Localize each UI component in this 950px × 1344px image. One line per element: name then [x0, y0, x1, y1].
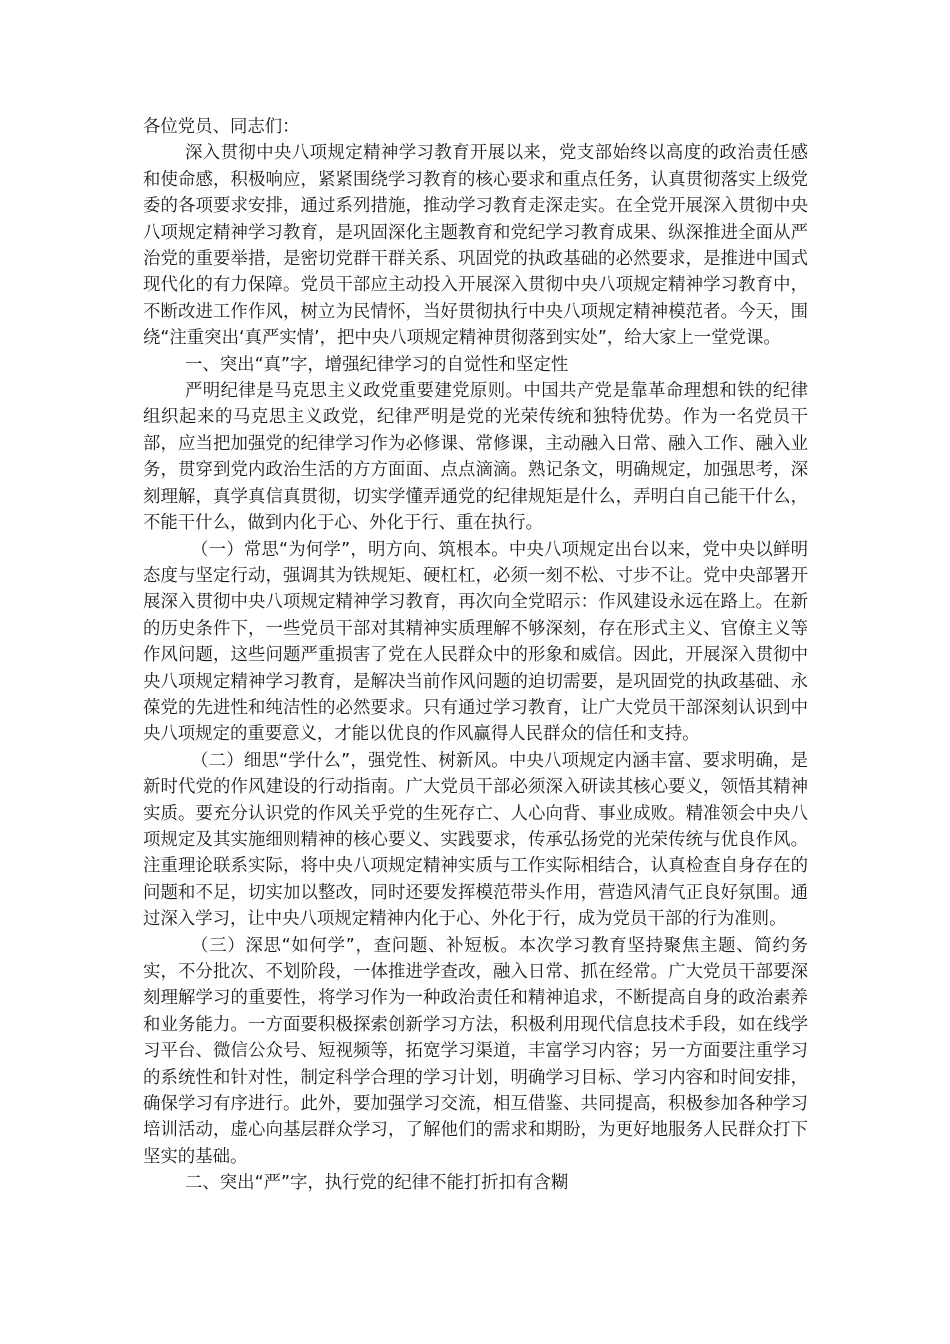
subsection-paragraph-1: （一）常思“为何学”，明方向、筑根本。中央八项规定出台以来，党中央以鲜明态度与坚定行动，强调其为铁规矩、硬杠杠，必须一刻不松、寸步不让。党中央部署开展深入贯彻中央八项规定精神学习教育，再次向全党昭示：作风建设永远在路上。在新的历史条件下，一些党员干部对其精神实质理解不够深刻，存在形式主义、官僚主义等作风问题，这些问题严重损害了党在人民群众中的形象和威信。因此，开展深入贯彻中央八项规定精神学习教育，是解决当前作风问题的迫切需要，是巩固党的执政基础、永葆党的先进性和纯洁性的必然要求。只有通过学习教育，让广大党员干部深刻认识到中央八项规定的重要意义，才能以优良的作风赢得人民群众的信任和支持。 [143, 539, 808, 745]
subsection-paragraph-2: （二）细思“学什么”，强党性、树新风。中央八项规定内涵丰富、要求明确，是新时代党的作风建设的行动指南。广大党员干部必须深入研读其核心要义，领悟其精神实质。要充分认识党的作风关乎党的生死存亡、人心向背、事业成败。精准领会中央八项规定及其实施细则精神的核心要义、实践要求，传承弘扬党的光荣传统与优良作风。注重理论联系实际，将中央八项规定精神实质与工作实际相结合，认真检查自身存在的问题和不足，切实加以整改，同时还要发挥模范带头作用，营造风清气正良好氛围。通过深入学习，让中央八项规定精神内化于心、外化于行，成为党员干部的行为准则。 [143, 750, 808, 930]
section-heading-1: 一、突出“真”字，增强纪律学习的自觉性和坚定性 [185, 354, 569, 375]
subsection-paragraph-3: （三）深思“如何学”，查问题、补短板。本次学习教育坚持聚焦主题、简约务实，不分批次、不划阶段，一体推进学查改，融入日常、抓在经常。广大党员干部要深刻理解学习的重要性，将学习作为一种政治责任和精神追求，不断提高自身的政治素养和业务能力。一方面要积极探索创新学习方法，积极利用现代信息技术手段，如在线学习平台、微信公众号、短视频等，拓宽学习渠道，丰富学习内容；另一方面要注重学习的系统性和针对性，制定科学合理的学习计划，明确学习目标、学习内容和时间安排，确保学习有序进行。此外，要加强学习交流，相互借鉴、共同提高，积极参加各种学习培训活动，虚心向基层群众学习，了解他们的需求和期盼，为更好地服务人民群众打下坚实的基础。 [143, 935, 808, 1167]
document-body [143, 114, 808, 1197]
intro-paragraph: 深入贯彻中央八项规定精神学习教育开展以来，党支部始终以高度的政治责任感和使命感，积极响应，紧紧围绕学习教育的核心要求和重点任务，认真贯彻落实上级党委的各项要求安排，通过系列措施，推动学习教育走深走实。在全党开展深入贯彻中央八项规定精神学习教育，是巩固深化主题教育和党纪学习教育成果、纵深推进全面从严治党的重要举措，是密切党群干群关系、巩固党的执政基础的必然要求，是推进中国式现代化的有力保障。党员干部应主动投入开展深入贯彻中央八项规定精神学习教育中，不断改进工作作风，树立为民情怀，当好贯彻执行中央八项规定精神模范者。今天，围绕“注重突出‘真严实情’，把中央八项规定精神贯彻落到实处”，给大家上一堂党课。 [143, 143, 808, 349]
salutation: 各位党员、同志们： [143, 117, 300, 137]
section-heading-2: 二、突出“严”字，执行党的纪律不能打折扣有含糊 [185, 1173, 569, 1194]
body-paragraph: 严明纪律是马克思主义政党重要建党原则。中国共产党是靠革命理想和铁的纪律组织起来的马克思主义政党，纪律严明是党的光荣传统和独特优势。作为一名党员干部，应当把加强党的纪律学习作为必修课、常修课，主动融入日常、融入工作、融入业务，贯穿到党内政治生活的方方面面、点点滴滴。熟记条文，明确规定，加强思考，深刻理解，真学真信真贯彻，切实学懂弄通党的纪律规矩是什么，弄明白自己能干什么，不能干什么，做到内化于心、外化于行、重在执行。 [143, 381, 808, 534]
